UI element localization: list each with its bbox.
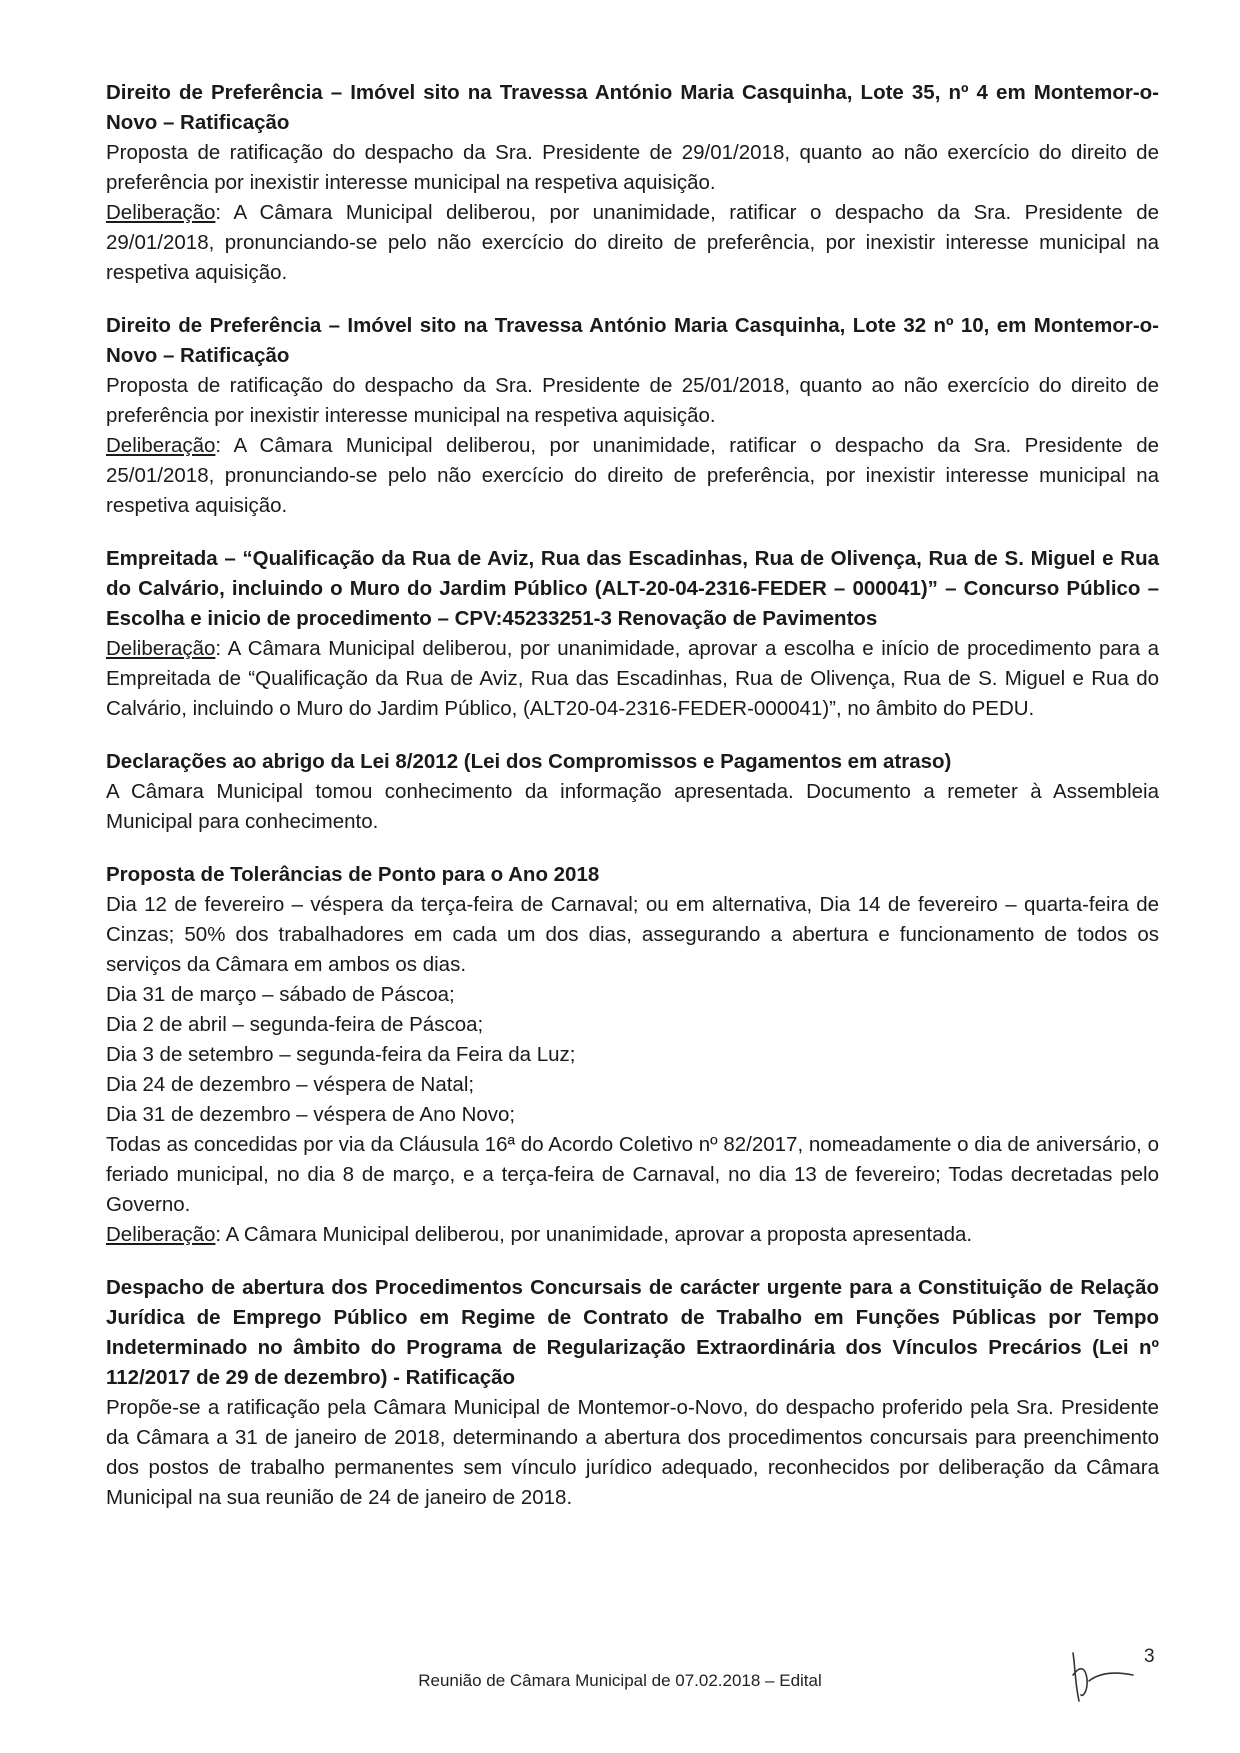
section-body: A Câmara Municipal tomou conhecimento da informação apresentada. Documento a remeter à Assembleia Municipal para conhecimento.: [106, 780, 1159, 833]
section-body: Dia 12 de fevereiro – véspera da terça-feira de Carnaval; ou em alternativa, Dia 14 de fevereiro – quarta-feira de Cinzas; 50% dos trabalhadores em cada um dos dias, assegurando a abertura e funcionamento de todos os serviços da Câmara em ambos os dias.: [106, 893, 1159, 976]
list-item: Dia 31 de março – sábado de Páscoa;: [106, 983, 455, 1006]
list-item: Dia 3 de setembro – segunda-feira da Feira da Luz;: [106, 1043, 576, 1066]
list-item: Dia 24 de dezembro – véspera de Natal;: [106, 1073, 475, 1096]
section-title: Declarações ao abrigo da Lei 8/2012 (Lei dos Compromissos e Pagamentos em atraso): [106, 750, 952, 773]
document-page: [106, 78, 1159, 1536]
deliberation-text: : A Câmara Municipal deliberou, por unanimidade, aprovar a escolha e início de procedimento para a Empreitada de “Qualificação da Rua de Aviz, Rua das Escadinhas, Rua de Olivença, Rua de S. Miguel e Rua do Calvário, incluindo o Muro do Jardim Público, (ALT20-04-2316-FEDER-000041)”, no âmbito do PEDU.: [106, 637, 1159, 720]
section-title: Direito de Preferência – Imóvel sito na Travessa António Maria Casquinha, Lote 35, nº 4 em Montemor-o-Novo – Ratificação: [106, 81, 1159, 134]
section-title: Proposta de Tolerâncias de Ponto para o Ano 2018: [106, 863, 600, 886]
list-item: Dia 31 de dezembro – véspera de Ano Novo;: [106, 1103, 516, 1126]
deliberation-text: : A Câmara Municipal deliberou, por unanimidade, aprovar a proposta apresentada.: [215, 1223, 973, 1246]
deliberation-label: Deliberação: [106, 637, 216, 660]
deliberation-label: Deliberação: [106, 201, 216, 224]
section-body: Proposta de ratificação do despacho da Sra. Presidente de 25/01/2018, quanto ao não exercício do direito de preferência por inexistir interesse municipal na respetiva aquisição.: [106, 374, 1159, 427]
section-tolerancias: [106, 860, 1159, 1250]
deliberation-label: Deliberação: [106, 434, 216, 457]
section-preference-lote32: [106, 311, 1159, 521]
deliberation-label: Deliberação: [106, 1223, 216, 1246]
deliberation-text: : A Câmara Municipal deliberou, por unanimidade, ratificar o despacho da Sra. Presidente de 25/01/2018, pronunciando-se pelo não exercício do direito de preferência, por inexistir interesse municipal na respetiva aquisição.: [106, 434, 1159, 517]
section-despacho-abertura: [106, 1273, 1159, 1513]
section-body: Propõe-se a ratificação pela Câmara Municipal de Montemor-o-Novo, do despacho proferido pela Sra. Presidente da Câmara a 31 de janeiro de 2018, determinando a abertura dos procedimentos concursais para preenchimento dos postos de trabalho permanentes sem vínculo jurídico adequado, reconhecidos por deliberação da Câmara Municipal na sua reunião de 24 de janeiro de 2018.: [106, 1396, 1159, 1509]
deliberation: [106, 198, 1159, 288]
list-item: Dia 2 de abril – segunda-feira de Páscoa;: [106, 1013, 484, 1036]
section-body: Proposta de ratificação do despacho da Sra. Presidente de 29/01/2018, quanto ao não exercício do direito de preferência por inexistir interesse municipal na respetiva aquisição.: [106, 141, 1159, 194]
page-footer: Reunião de Câmara Municipal de 07.02.2018 – Edital: [418, 1671, 822, 1690]
section-title: Empreitada – “Qualificação da Rua de Aviz, Rua das Escadinhas, Rua de Olivença, Rua de S. Miguel e Rua do Calvário, incluindo o Muro do Jardim Público (ALT-20-04-2316-FEDER – 000041)” – Concurso Público – Escolha e inicio de procedimento – CPV:45233251-3 Renovação de Pavimentos: [106, 547, 1159, 630]
deliberation: [106, 634, 1159, 724]
deliberation: [106, 431, 1159, 521]
section-declaracoes: [106, 747, 1159, 837]
deliberation-text: : A Câmara Municipal deliberou, por unanimidade, ratificar o despacho da Sra. Presidente de 29/01/2018, pronunciando-se pelo não exercício do direito de preferência, por inexistir interesse municipal na respetiva aquisição.: [106, 201, 1159, 284]
section-preference-lote35: [106, 78, 1159, 288]
section-empreitada: [106, 544, 1159, 724]
deliberation: [106, 1220, 1159, 1250]
page-number: 3: [1144, 1646, 1155, 1667]
section-title: Direito de Preferência – Imóvel sito na Travessa António Maria Casquinha, Lote 32 nº 10, em Montemor-o-Novo – Ratificação: [106, 314, 1159, 367]
section-body-2: Todas as concedidas por via da Cláusula 16ª do Acordo Coletivo nº 82/2017, nomeadamente o dia de aniversário, o feriado municipal, no dia 8 de março, e a terça-feira de Carnaval, no dia 13 de fevereiro; Todas decretadas pelo Governo.: [106, 1133, 1159, 1216]
section-title: Despacho de abertura dos Procedimentos Concursais de carácter urgente para a Constituição de Relação Jurídica de Emprego Público em Regime de Contrato de Trabalho em Funções Públicas por Tempo Indeterminado no âmbito do Programa de Regularização Extraordinária dos Vínculos Precários (Lei nº 112/2017 de 29 de dezembro) - Ratificação: [106, 1276, 1159, 1389]
